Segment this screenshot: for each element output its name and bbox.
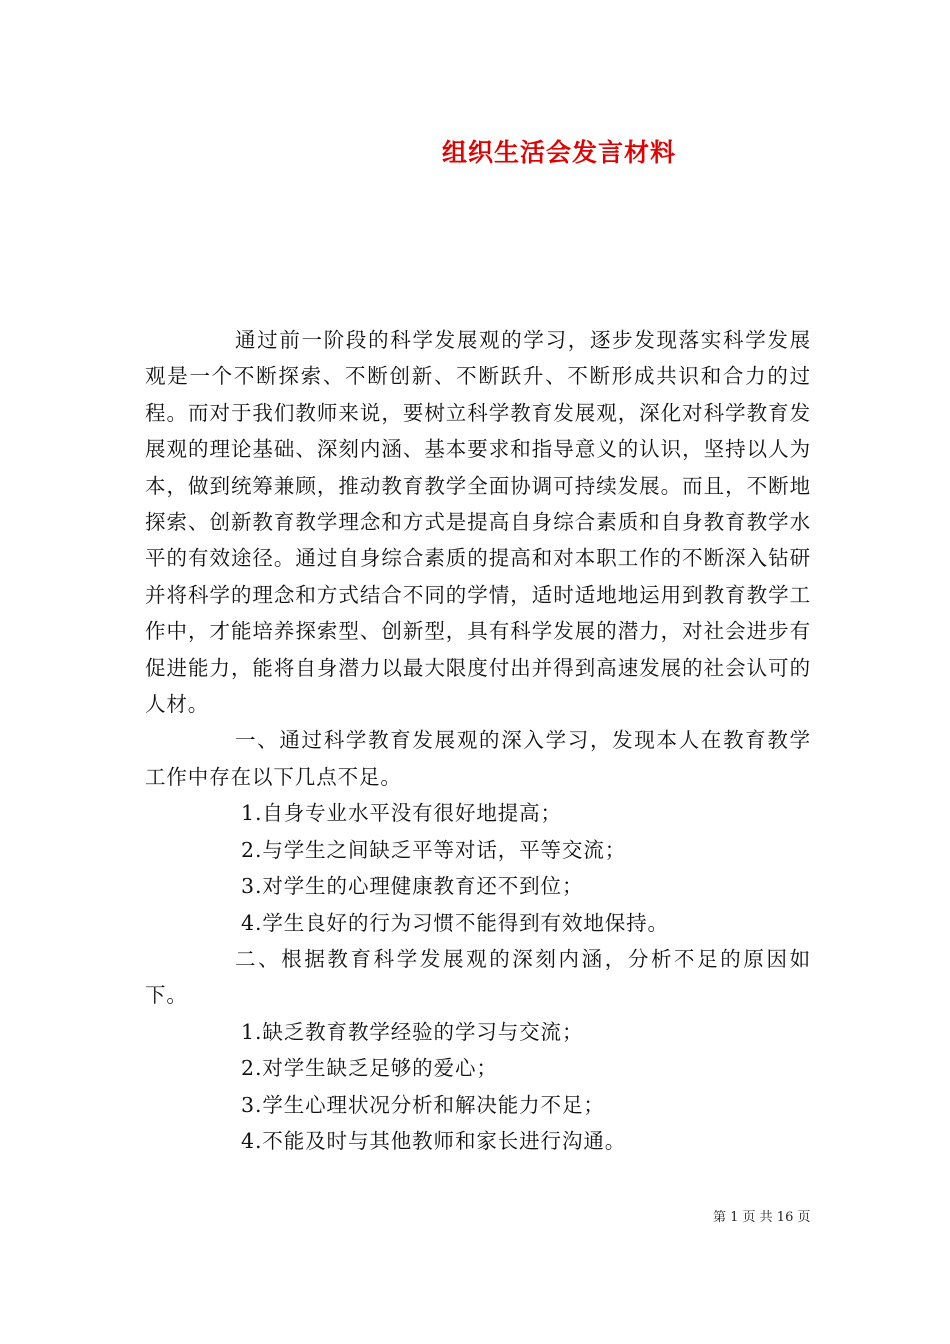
list-item: 4.学生良好的行为习惯不能得到有效地保持。 xyxy=(241,910,669,935)
section-one-heading: 一、通过科学教育发展观的深入学习，发现本人在教育教学工作中存在以下几点不足。 xyxy=(145,728,811,789)
section-two-heading: 二、根据教育科学发展观的深刻内涵，分析不足的原因如下。 xyxy=(145,946,811,1008)
list-item: 2.对学生缺乏足够的爱心； xyxy=(241,1056,498,1081)
list-item: 3.对学生的心理健康教育还不到位； xyxy=(241,874,584,899)
list-item: 2.与学生之间缺乏平等对话，平等交流； xyxy=(241,837,627,862)
page-number: 第 1 页 共 16 页 xyxy=(713,1210,811,1225)
document-body xyxy=(145,322,811,1159)
document-title: 组织生活会发言材料 xyxy=(441,138,676,167)
list-item: 3.学生心理状况分析和解决能力不足； xyxy=(241,1092,605,1117)
list-item: 1.自身专业水平没有很好地提高； xyxy=(241,801,562,826)
intro-paragraph: 通过前一阶段的科学发展观的学习，逐步发现落实科学发展观是一个不断探索、不断创新、不断跃升、不断形成共识和合力的过程。而对于我们教师来说，要树立科学教育发展观，深化对科学教育发展观的理论基础、深刻内涵、基本要求和指导意义的认识，坚持以人为本，做到统筹兼顾，推动教育教学全面协调可持续发展。而且，不断地探索、创新教育教学理念和方式是提高自身综合素质和自身教育教学水平的有效途径。通过自身综合素质的提高和对本职工作的不断深入钻研并将科学的理念和方式结合不同的学情，适时适地地运用到教育教学工作中，才能培养探索型、创新型，具有科学发展的潜力，对社会进步有促进能力，能将自身潜力以最大限度付出并得到高速发展的社会认可的人材。 xyxy=(145,328,811,717)
list-item: 4.不能及时与其他教师和家长进行沟通。 xyxy=(241,1128,627,1153)
list-item: 1.缺乏教育教学经验的学习与交流； xyxy=(241,1019,584,1044)
